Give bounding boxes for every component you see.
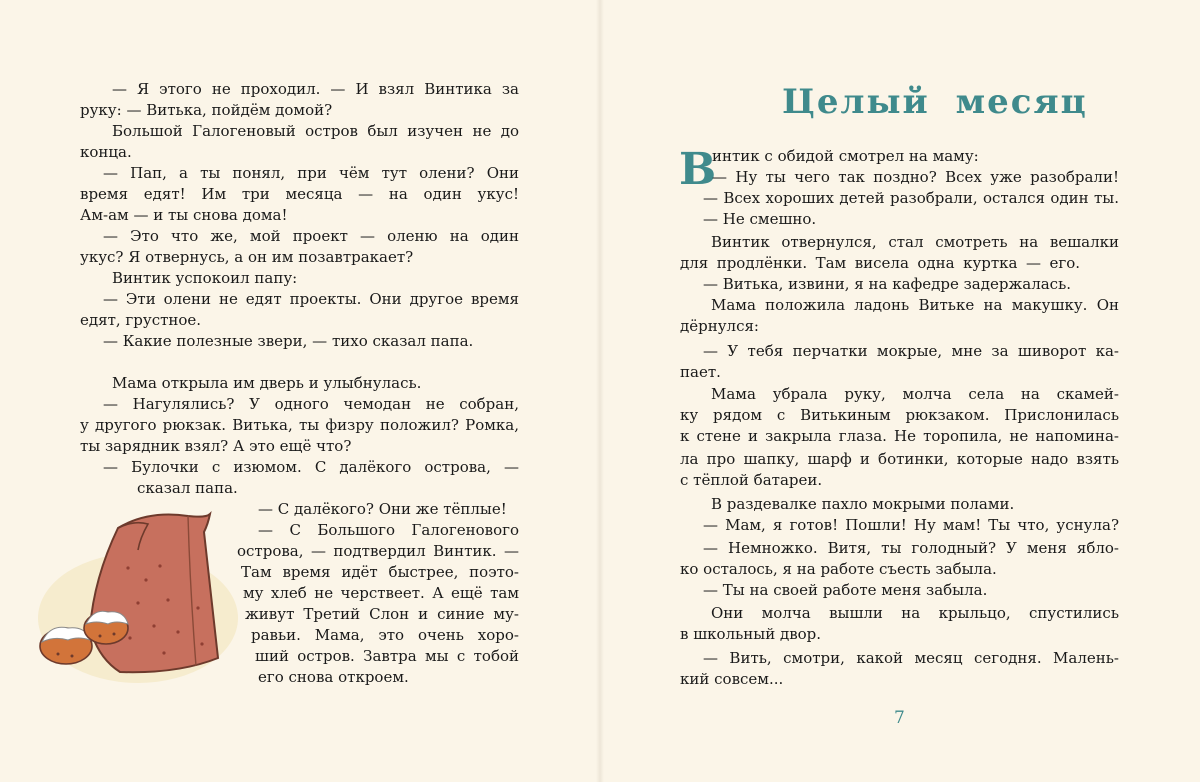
text-line: Большой Галогеновый остров был изучен не до <box>112 122 519 140</box>
text-line: — Вить, смотри, какой месяц сегодня. Малень- <box>703 649 1119 667</box>
page-number: 7 <box>894 708 905 728</box>
text-line: руку: — Витька, пойдём домой? <box>80 101 333 119</box>
text-line: — Ты на своей работе меня забыла. <box>703 581 988 599</box>
text-line: — Эти олени не едят проекты. Они другое время <box>103 290 519 308</box>
text-line: — Я этого не проходил. — И взял Винтика за <box>112 80 519 98</box>
text-line: в школьный двор. <box>680 625 822 643</box>
text-line: Мама убрала руку, молча села на скамей- <box>711 385 1119 403</box>
text-line: для продлёнки. Там висела одна куртка — его. <box>680 254 1080 272</box>
text-line: ла про шапку, шарф и ботинки, которые надо взять <box>680 450 1119 468</box>
chapter-title: Целый месяц <box>782 82 1088 122</box>
text-line: живут Третий Слон и синие му- <box>245 605 519 623</box>
text-line: Мама положила ладонь Витьке на макушку. Он <box>711 296 1119 314</box>
text-line: интик с обидой смотрел на маму: <box>712 147 979 165</box>
text-line: — Какие полезные звери, — тихо сказал папа. <box>103 332 474 350</box>
text-line: — Мам, я готов! Пошли! Ну мам! Ты что, уснула? <box>703 516 1119 534</box>
text-line: Мама открыла им дверь и улыбнулась. <box>112 374 422 392</box>
text-line: — Не смешно. <box>703 210 817 228</box>
text-line: Ам-ам — и ты снова дома! <box>80 206 288 224</box>
text-line: к стене и закрыла глаза. Не торопила, не напомина- <box>680 427 1119 445</box>
text-line: Винтик отвернулся, стал смотреть на вешалки <box>711 233 1119 251</box>
text-line: конца. <box>80 143 132 161</box>
text-line: сказал папа. <box>137 479 238 497</box>
text-line: ты зарядник взял? А это ещё что? <box>80 437 352 455</box>
text-line: — Немножко. Витя, ты голодный? У меня ябло- <box>703 539 1119 557</box>
text-line: время едят! Им три месяца — на один укус! <box>80 185 519 203</box>
bread-bag-illustration <box>28 508 243 688</box>
text-line: его снова откроем. <box>258 668 409 686</box>
text-line: ший остров. Завтра мы с тобой <box>255 647 519 665</box>
text-line: кий совсем... <box>680 670 784 688</box>
text-line: — Булочки с изюмом. С далёкого острова, — <box>103 458 519 476</box>
text-line: — Витька, извини, я на кафедре задержалась. <box>703 275 1072 293</box>
text-line: — Ну ты чего так поздно? Всех уже разобрали! <box>712 168 1119 186</box>
text-line: у другого рюкзак. Витька, ты физру положил? Ромка, <box>80 416 519 434</box>
text-line: Там время идёт быстрее, поэто- <box>241 563 519 581</box>
text-line: В раздевалке пахло мокрыми полами. <box>711 495 1015 513</box>
drop-cap: В <box>679 144 717 195</box>
text-line: — Всех хороших детей разобрали, остался один ты. <box>703 189 1119 207</box>
text-line: — У тебя перчатки мокрые, мне за шиворот ка- <box>703 342 1119 360</box>
text-line: дёрнулся: <box>680 317 759 335</box>
text-line: му хлеб не черствеет. А ещё там <box>243 584 519 602</box>
text-line: с тёплой батареи. <box>680 471 823 489</box>
text-line: острова, — подтвердил Винтик. — <box>237 542 519 560</box>
text-line: — Это что же, мой проект — оленю на один <box>103 227 519 245</box>
text-line: — С Большого Галогенового <box>258 521 519 539</box>
text-line: пает. <box>680 363 721 381</box>
text-line: едят, грустное. <box>80 311 202 329</box>
text-line: ко осталось, я на работе съесть забыла. <box>680 560 997 578</box>
text-line: равьи. Мама, это очень хоро- <box>251 626 519 644</box>
text-line: — С далёкого? Они же тёплые! <box>258 500 507 518</box>
text-line: Винтик успокоил папу: <box>112 269 298 287</box>
text-line: укус? Я отвернусь, а он им позавтракает? <box>80 248 414 266</box>
text-line: Они молча вышли на крыльцо, спустились <box>711 604 1119 622</box>
text-line: ку рядом с Витькиным рюкзаком. Прислонилась <box>680 406 1119 424</box>
text-line: — Нагулялись? У одного чемодан не собран, <box>103 395 519 413</box>
text-line: — Пап, а ты понял, при чём тут олени? Они <box>103 164 519 182</box>
